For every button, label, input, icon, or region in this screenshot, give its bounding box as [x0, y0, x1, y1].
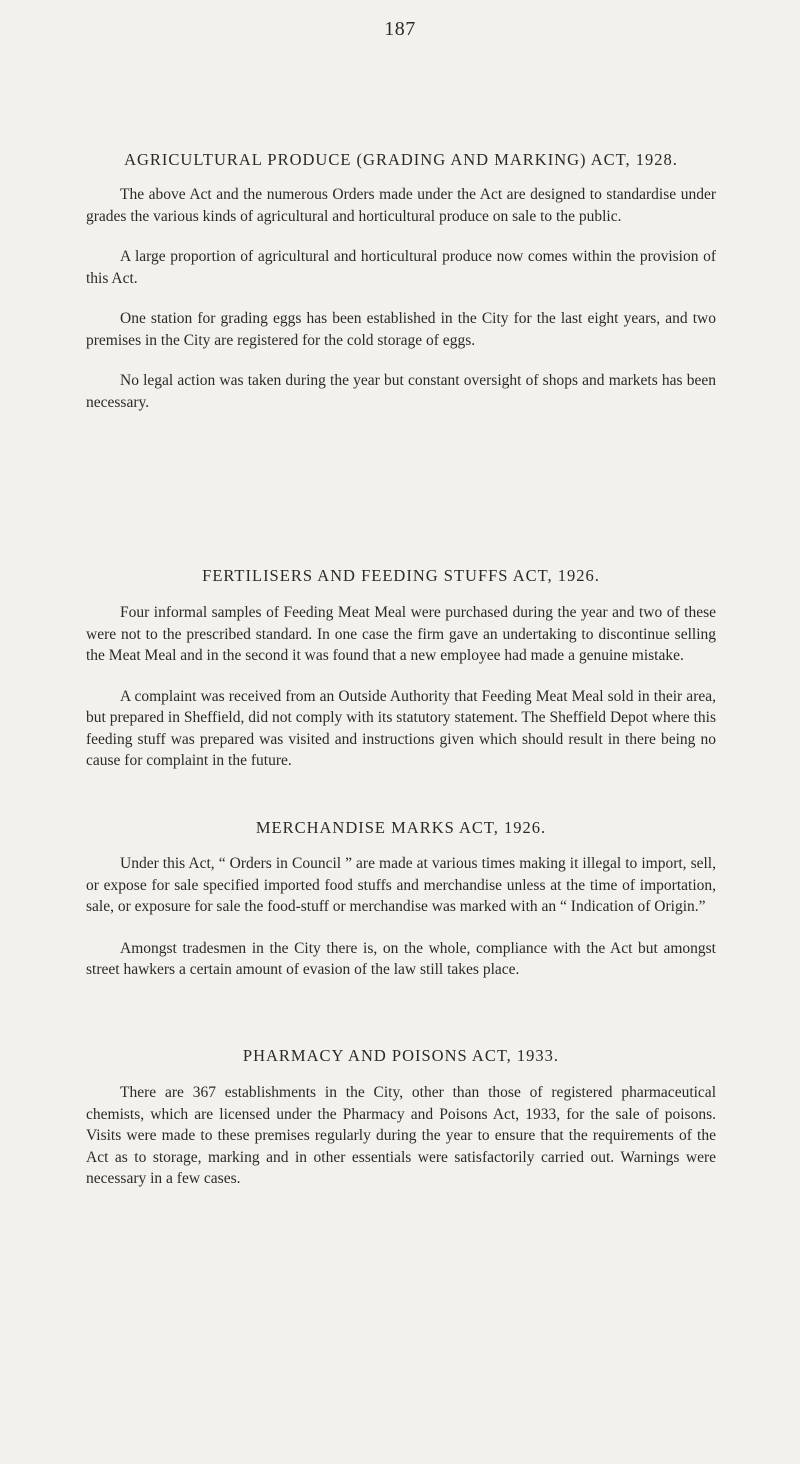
paragraph: Under this Act, “ Orders in Council ” are made at various times making it illegal to import, sell, or expose for sale specified imported food stuffs and merchandise unless at the time of importation, sale, or exposure for sale the food-stuff or merchandise was marked with an “ Indication of Origin.”: [86, 855, 716, 915]
paragraph: The above Act and the numerous Orders made under the Act are designed to standardise under grades the various kinds of agricultural and horticultural produce on sale to the public.: [86, 186, 716, 225]
paragraph: Four informal samples of Feeding Meat Meal were purchased during the year and two of these were not to the prescribed standard. In one case the firm gave an undertaking to discontinue selling the Meat Meal and in the second it was found that a new employee had made a genuine mistake.: [86, 604, 716, 664]
paragraph: There are 367 establishments in the City, other than those of registered pharmaceutical chemists, which are licensed under the Pharmacy and Poisons Act, 1933, for the sale of poisons. Visits were made to these premises regularly during the year to ensure that the requirements of the Act as to storage, marking and in other essentials were satisfactorily carried out. Warnings were necessary in a few cases.: [86, 1084, 716, 1187]
section-heading: MERCHANDISE MARKS ACT, 1926.: [255, 818, 547, 837]
paragraph: A complaint was received from an Outside Authority that Feeding Meat Meal sold in their area, but prepared in Sheffield, did not comply with its statutory statement. The Sheffield Depot where this feeding stuff was prepared was visited and instructions given which should result in there being no cause for complaint in the future.: [86, 687, 716, 769]
paragraph: Amongst tradesmen in the City there is, on the whole, compliance with the Act but amongst street hawkers a certain amount of evasion of the law still takes place.: [86, 939, 716, 978]
section-pharmacy-poisons-act: [86, 1046, 716, 1210]
section-heading: AGRICULTURAL PRODUCE (GRADING AND MARKING) ACT, 1928.: [124, 150, 678, 169]
section-merchandise-marks-act: [86, 818, 716, 1001]
section-agricultural-produce-act: [86, 150, 716, 432]
paragraph: A large proportion of agricultural and horticultural produce now comes within the provision of this Act.: [86, 248, 716, 287]
section-fertilisers-act: [86, 566, 716, 791]
paragraph: No legal action was taken during the year but constant oversight of shops and markets has been necessary.: [86, 372, 716, 411]
paragraph: One station for grading eggs has been established in the City for the last eight years, and two premises in the City are registered for the cold storage of eggs.: [86, 310, 716, 349]
section-heading: PHARMACY AND POISONS ACT, 1933.: [242, 1046, 560, 1065]
page-number: 187: [384, 18, 416, 40]
section-heading: FERTILISERS AND FEEDING STUFFS ACT, 1926.: [202, 566, 600, 585]
